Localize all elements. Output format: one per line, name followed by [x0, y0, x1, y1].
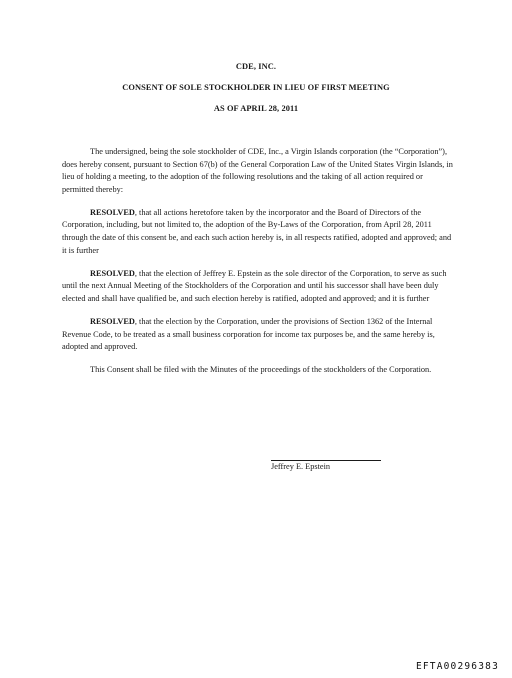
- document-title: CONSENT OF SOLE STOCKHOLDER IN LIEU OF FIRST MEETING: [122, 83, 390, 92]
- resolution-paragraph-3: [62, 316, 454, 354]
- paragraph-text: The undersigned, being the sole stockholder of CDE, Inc., a Virgin Islands corporation (the “Corporation”), does hereby consent, pursuant to Section 67(b) of the General Corporation Law of the United States Virgin Islands, in lieu of holding a meeting, to the adoption of the following resolutions and the taking of all action required or permitted thereby:: [62, 147, 453, 194]
- paragraph-text: , that the election by the Corporation, under the provisions of Section 1362 of the Internal Revenue Code, to be treated as a small business corporation for income tax purposes be, and the same hereby is, adopted and approved.: [62, 317, 435, 352]
- resolution-paragraph-2: [62, 268, 454, 306]
- document-body: [62, 146, 454, 387]
- resolved-label: RESOLVED: [90, 317, 135, 327]
- resolved-label: RESOLVED: [90, 268, 135, 278]
- resolved-label: RESOLVED: [90, 207, 135, 217]
- filing-paragraph: [62, 364, 454, 377]
- company-name: CDE, INC.: [235, 62, 277, 71]
- paragraph-text: , that the election of Jeffrey E. Epstein as the sole director of the Corporation, to serve as such until the next Annual Meeting of the Stockholders of the Corporation and until his successor shall have been duly elected and shall have qualified be, and such election hereby is ratified, adopted and approved; and it is further: [62, 268, 447, 303]
- paragraph-text: This Consent shall be filed with the Minutes of the proceedings of the stockholders of the Corporation.: [90, 365, 432, 375]
- intro-paragraph: [62, 146, 454, 196]
- paragraph-text: , that all actions heretofore taken by the incorporator and the Board of Directors of the Corporation, including, but not limited to, the adoption of the By-Laws of the Corporation, from April 28, 2011 through the date of this consent be, and each such action hereby is, in all respects ratified, adopted and approved; and it is further: [62, 207, 452, 255]
- effective-date: AS OF APRIL 28, 2011: [213, 104, 299, 113]
- signature-line: [271, 460, 381, 461]
- signatory-name: Jeffrey E. Epstein: [271, 462, 331, 471]
- resolution-paragraph-1: [62, 207, 454, 257]
- bates-number: EFTA00296383: [415, 661, 499, 672]
